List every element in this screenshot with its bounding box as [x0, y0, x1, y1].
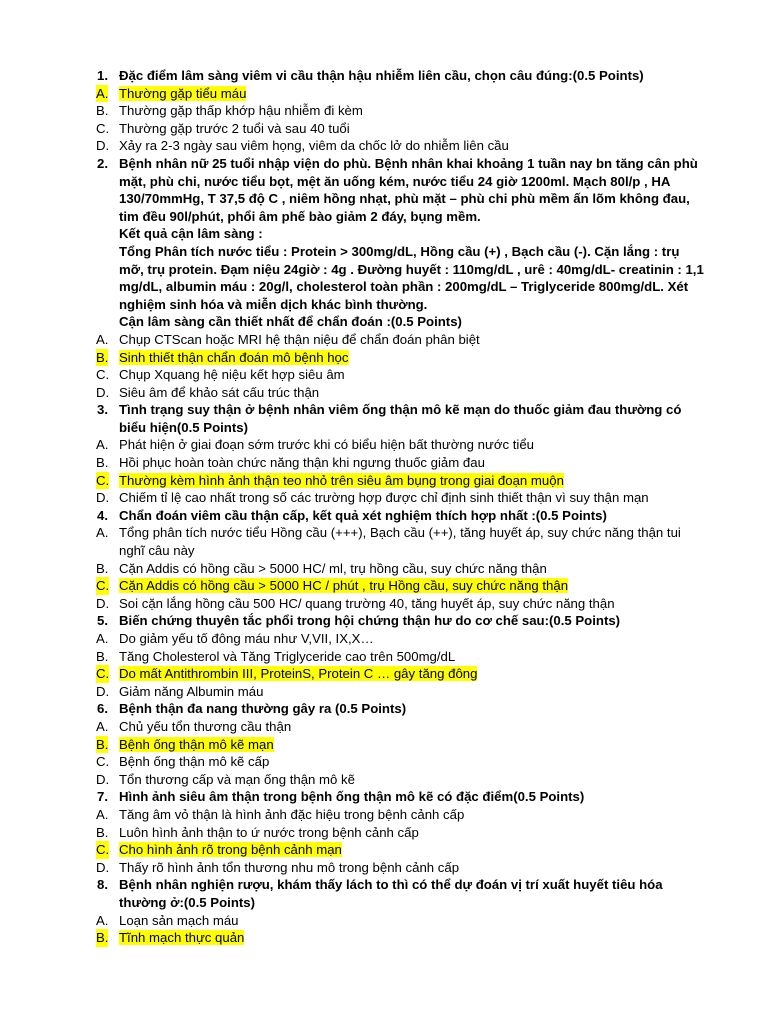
answer-option: [96, 102, 706, 120]
answer-option: [96, 824, 706, 842]
answer-option: [96, 85, 706, 103]
answer-option: [96, 524, 706, 559]
answer-option: [96, 384, 706, 402]
question-text: Đặc điểm lâm sàng viêm vi cầu thận hậu nhiễm liên cầu, chọn câu đúng:(0.5 Points): [119, 68, 644, 83]
highlighted-answer: Cặn Addis có hồng cầu > 5000 HC / phút , trụ Hồng cầu, suy chức năng thận: [119, 578, 569, 594]
question-stem: [96, 401, 706, 436]
question-number: 1.: [97, 68, 108, 83]
answer-option: [96, 736, 706, 754]
option-text: Thường gặp trước 2 tuổi và sau 40 tuổi: [119, 120, 350, 136]
question-stem: [96, 788, 706, 806]
option-text: Chủ yếu tổn thương cầu thận: [119, 718, 292, 734]
answer-option: [96, 912, 706, 930]
option-letter: C.: [96, 367, 110, 383]
answer-option: [96, 859, 706, 877]
option-text: Loạn sản mạch máu: [119, 912, 239, 928]
option-letter: D.: [96, 138, 110, 154]
option-letter: A.: [96, 718, 109, 734]
option-text: Xảy ra 2-3 ngày sau viêm họng, viêm da chốc lở do nhiễm liên cầu: [119, 138, 509, 154]
option-text: Luôn hình ảnh thận to ứ nước trong bệnh cảnh cấp: [119, 824, 419, 840]
question-number: 2.: [97, 155, 108, 171]
option-text: Soi cặn lắng hồng cầu 500 HC/ quang trường 40, tăng huyết áp, suy chức năng thận: [119, 595, 615, 611]
answer-option: [96, 753, 706, 771]
option-letter: C.: [96, 754, 110, 770]
answer-option: [96, 349, 706, 367]
option-text: Chiếm tỉ lệ cao nhất trong số các trường hợp được chỉ định sinh thiết thận vì suy thận mạn: [119, 490, 649, 506]
option-letter: C.: [96, 666, 110, 682]
option-letter: C.: [96, 120, 110, 136]
question-stem: [96, 876, 706, 911]
question-stem: [96, 700, 706, 718]
option-letter: D.: [96, 683, 110, 699]
option-text: Tăng Cholesterol và Tăng Triglyceride cao trên 500mg/dL: [119, 648, 456, 664]
answer-option: [96, 489, 706, 507]
option-letter: A.: [96, 437, 109, 453]
option-letter: A.: [96, 85, 109, 101]
question-text: Cận lâm sàng cần thiết nhất để chẩn đoán :(0.5 Points): [119, 314, 462, 330]
option-letter: D.: [96, 771, 110, 787]
question-text: Kết quả cận lâm sàng :: [119, 226, 263, 242]
question-number: 7.: [97, 789, 108, 805]
question-text: Bệnh nhân nghiện rượu, khám thấy lách to thì có thể dự đoán vị trí xuất huyết tiêu hóa thường ở:(0.5 Points): [119, 877, 663, 910]
question-text: Biến chứng thuyên tắc phổi trong hội chứng thận hư do cơ chế sau:(0.5 Points): [119, 613, 621, 629]
option-letter: C.: [96, 472, 110, 488]
question-text: Bệnh thận đa nang thường gây ra (0.5 Points): [119, 701, 407, 717]
option-text: Hồi phục hoàn toàn chức năng thận khi ngưng thuốc giảm đau: [119, 455, 485, 471]
question-stem: [96, 155, 706, 331]
option-text: Chụp Xquang hệ niệu kết hợp siêu âm: [119, 367, 345, 383]
option-text: Tổng phân tích nước tiểu Hồng cầu (+++), Bạch cầu (++), tăng huyết áp, suy chức năng thận tui nghĩ câu này: [119, 525, 681, 559]
highlighted-answer: Thường kèm hình ảnh thận teo nhỏ trên siêu âm bụng trong giai đoạn muộn: [119, 472, 564, 488]
option-text: Cặn Addis có hồng cầu > 5000 HC/ ml, trụ hồng cầu, suy chức năng thận: [119, 560, 547, 576]
answer-option: [96, 841, 706, 859]
option-letter: A.: [96, 912, 109, 928]
option-letter: D.: [96, 384, 110, 400]
answer-option: [96, 718, 706, 736]
answer-option: [96, 665, 706, 683]
highlighted-answer: Tĩnh mạch thực quản: [119, 930, 245, 946]
answer-option: [96, 472, 706, 490]
question-text: Chẩn đoán viêm cầu thận cấp, kết quả xét nghiệm thích hợp nhất :(0.5 Points): [119, 507, 607, 523]
option-letter: A.: [96, 525, 109, 541]
question-number: 8.: [97, 877, 108, 893]
question-number: 6.: [97, 701, 108, 717]
answer-option: [96, 137, 706, 155]
answer-option: [96, 577, 706, 595]
option-letter: B.: [96, 824, 109, 840]
highlighted-answer: Sinh thiết thận chẩn đoán mô bệnh học: [119, 349, 349, 365]
option-text: Chụp CTScan hoặc MRI hệ thận niệu để chẩn đoán phân biệt: [119, 331, 480, 347]
option-letter: B.: [96, 648, 109, 664]
answer-option: [96, 595, 706, 613]
option-letter: A.: [96, 631, 109, 646]
question-number: 5.: [97, 613, 108, 629]
answer-option: [96, 683, 706, 701]
option-letter: A.: [96, 806, 109, 822]
highlighted-answer: Bệnh ống thận mô kẽ mạn: [119, 736, 274, 752]
question-number: 4.: [97, 507, 108, 523]
option-letter: C.: [96, 842, 110, 858]
answer-option: [96, 454, 706, 472]
question-text: Tình trạng suy thận ở bệnh nhân viêm ống thận mô kẽ mạn do thuốc giảm đau thường có biểu hiện(0.5 Points): [119, 402, 682, 435]
question-text: Hình ảnh siêu âm thận trong bệnh ống thận mô kẽ có đặc điểm(0.5 Points): [119, 789, 585, 805]
answer-option: [96, 436, 706, 454]
option-letter: B.: [96, 349, 109, 365]
question-stem: [96, 67, 706, 85]
answer-option: [96, 929, 706, 947]
answer-option: [96, 771, 706, 789]
question-stem: [96, 612, 706, 630]
answer-option: [96, 560, 706, 578]
answer-option: [96, 648, 706, 666]
answer-option: [96, 806, 706, 824]
option-text: Tăng âm vỏ thận là hình ảnh đặc hiệu trong bệnh cảnh cấp: [119, 806, 465, 822]
question-stem: [96, 507, 706, 525]
option-text: Do giảm yếu tố đông máu như V,VII, IX,X…: [119, 631, 374, 646]
answer-option: [96, 120, 706, 138]
question-text: Bệnh nhân nữ 25 tuổi nhập viện do phù. Bệnh nhân khai khoảng 1 tuần nay bn tăng cân phù mặt, phù chi, nước tiểu bọt, mệt ăn uống kém, nước tiểu 24 giờ 1200ml. Mạch 80l/p , HA 130/70mmHg, T 37,5 độ C , niêm hồng nhạt, phù mặt – phù chi phù mềm ấn lõm không đau, tim đều 90l/phút, phổi âm phế bào giảm 2 đáy, bụng mềm.: [119, 155, 698, 224]
option-letter: C.: [96, 578, 110, 594]
answer-option: [96, 331, 706, 349]
answer-option: [96, 366, 706, 384]
option-letter: A.: [96, 331, 109, 347]
option-letter: D.: [96, 595, 110, 611]
option-text: Siêu âm để khảo sát cấu trúc thận: [119, 384, 320, 400]
option-text: Tổn thương cấp và mạn ống thận mô kẽ: [119, 771, 355, 787]
option-text: Bệnh ống thận mô kẽ cấp: [119, 754, 270, 770]
highlighted-answer: Thường gặp tiểu máu: [119, 85, 247, 101]
highlighted-answer: Cho hình ảnh rõ trong bệnh cảnh mạn: [119, 842, 342, 858]
option-letter: B.: [96, 103, 109, 119]
highlighted-answer: Do mất Antithrombin III, ProteinS, Protein C … gây tăng đông: [119, 666, 478, 682]
answer-option: [96, 630, 706, 648]
question-number: 3.: [97, 402, 108, 418]
question-list: [96, 67, 706, 947]
option-letter: D.: [96, 859, 110, 875]
option-letter: B.: [96, 455, 109, 471]
option-text: Phát hiện ở giai đoạn sớm trước khi có biểu hiện bất thường nước tiểu: [119, 437, 535, 453]
question-text: Tổng Phân tích nước tiểu : Protein > 300mg/dL, Hồng cầu (+) , Bạch cầu (-). Cặn lắng : trụ mỡ, trụ protein. Đạm niệu 24giờ : 4g . Đường huyết : 110mg/dL , urê : 40mg/dL- creatinin : 1,1 mg/dL, albumin máu : 20g/l, cholesterol toàn phần : 200mg/dL – Triglyceride 800mg/dL. Xét nghiệm sinh hóa và miễn dịch khác bình thường.: [119, 243, 704, 312]
option-text: Thấy rõ hình ảnh tổn thương nhu mô trong bệnh cảnh cấp: [119, 859, 460, 875]
option-letter: B.: [96, 560, 109, 576]
option-letter: B.: [96, 736, 109, 752]
option-text: Thường gặp thấp khớp hậu nhiễm đi kèm: [119, 103, 363, 119]
option-letter: B.: [96, 930, 109, 946]
option-text: Giảm năng Albumin máu: [119, 683, 264, 699]
option-letter: D.: [96, 490, 110, 506]
